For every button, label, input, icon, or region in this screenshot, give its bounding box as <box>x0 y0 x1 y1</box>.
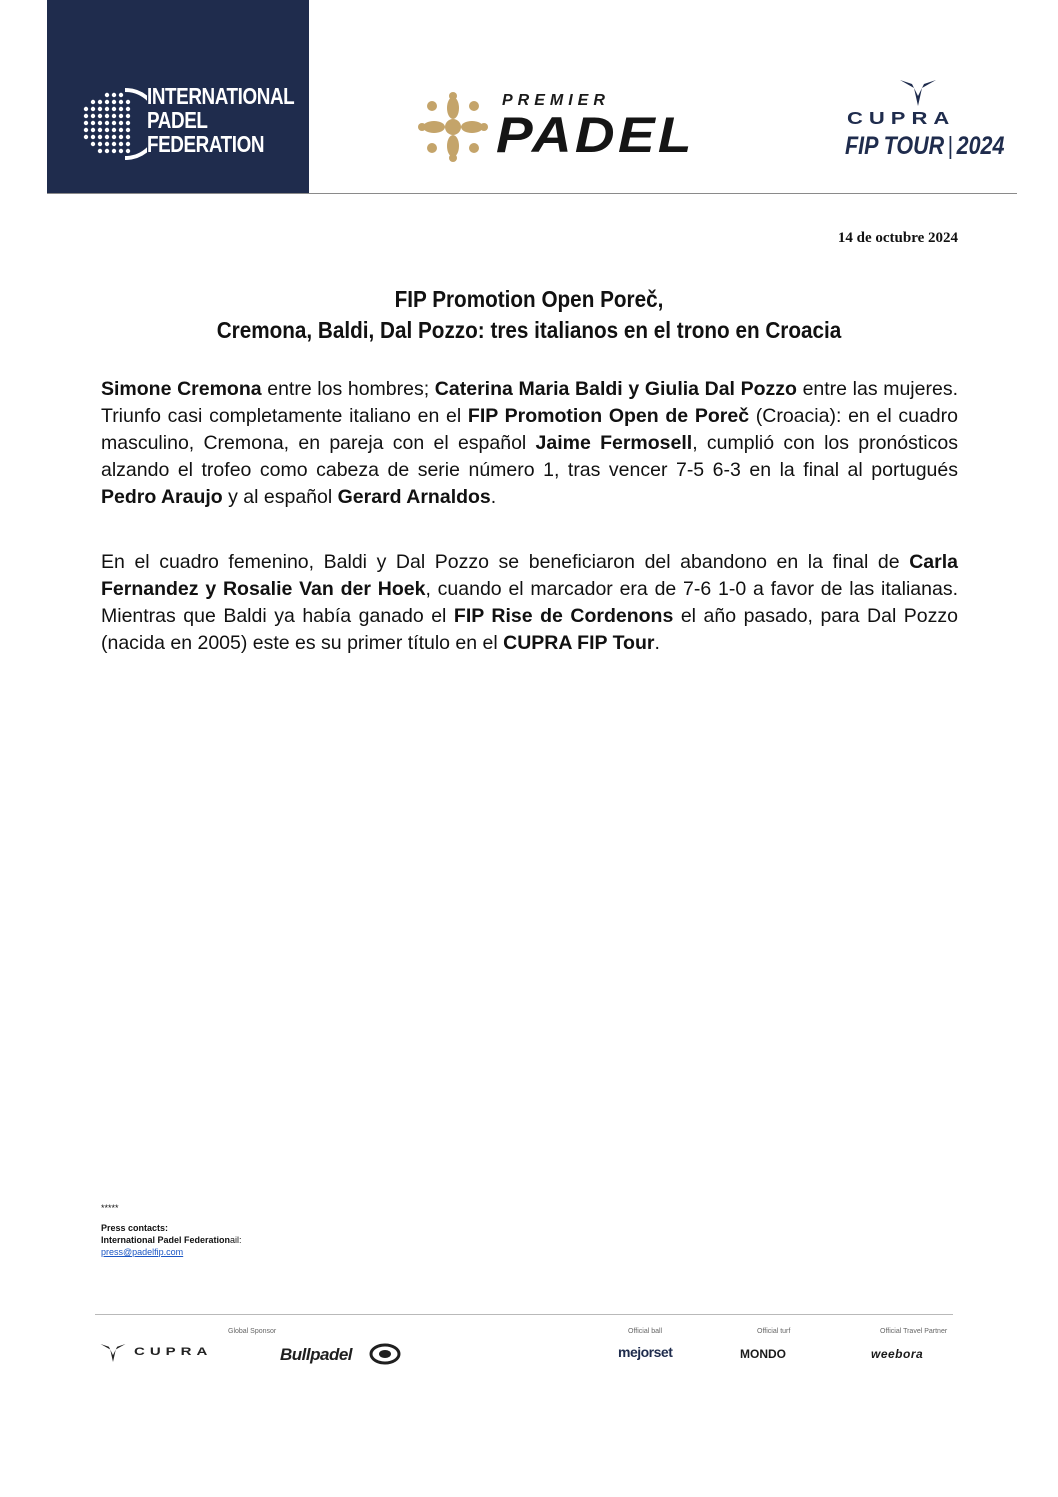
ipf-ball-dot <box>98 107 102 111</box>
header-divider <box>47 193 1017 194</box>
ipf-ball-dot <box>91 114 95 118</box>
ipf-ball-dot <box>105 93 109 97</box>
sponsor-mejorset-logo: mejorset <box>618 1344 673 1360</box>
press-contacts-heading: Press contacts: <box>101 1223 169 1233</box>
ipf-logo-line: INTERNATIONAL <box>147 83 295 109</box>
title-line-2: Cremona, Baldi, Dal Pozzo: tres italianos en el trono en Croacia <box>216 317 842 343</box>
sponsor-mondo-logo: MONDO <box>740 1347 786 1361</box>
ipf-ball-dot <box>98 128 102 132</box>
bold-text-run: Caterina Maria Baldi y Giulia Dal Pozzo <box>434 378 797 400</box>
ipf-ball-dot <box>105 142 109 146</box>
ipf-ball-dot <box>126 128 130 132</box>
footer-divider <box>95 1314 953 1315</box>
ipf-ball-dot <box>84 107 88 111</box>
ipf-ball-dot <box>84 135 88 139</box>
ipf-ball-dot <box>98 121 102 125</box>
ipf-ball-dot <box>112 100 116 104</box>
ipf-ball-dot <box>91 121 95 125</box>
body-paragraph-1 <box>101 376 958 511</box>
ipf-ball-dot <box>105 149 109 153</box>
ipf-ball-dot <box>126 149 130 153</box>
ipf-ball-dot <box>119 121 123 125</box>
text-run: . <box>654 632 660 654</box>
ipf-ball-dot <box>126 100 130 104</box>
ipf-ball-dot <box>98 100 102 104</box>
ipf-ball-dot <box>105 107 109 111</box>
title-line-1: FIP Promotion Open Poreč, <box>394 286 664 312</box>
ipf-ball-dot <box>119 93 123 97</box>
ipf-ball-dot <box>105 100 109 104</box>
bold-text-run: FIP Rise de Cordenons <box>453 605 674 627</box>
ipf-ball-dot <box>119 107 123 111</box>
press-release-title <box>100 284 958 346</box>
fip-tour-label: FIP TOUR <box>845 132 945 160</box>
sponsor-weebora-logo: weebora <box>871 1347 924 1361</box>
cupra-emblem-icon <box>900 80 936 106</box>
bold-text-run: FIP Promotion Open de Poreč <box>467 405 750 427</box>
premier-word: PREMIER <box>502 92 610 109</box>
ipf-ball-dot <box>112 142 116 146</box>
ipf-ball-dot <box>119 128 123 132</box>
ipf-ball-dot <box>91 135 95 139</box>
ipf-logo-line: PADEL <box>147 107 208 133</box>
text-run: y al español <box>222 486 338 508</box>
label-global-sponsor: Global Sponsor <box>228 1328 277 1335</box>
ipf-logo-line: FEDERATION <box>147 131 265 157</box>
text-run: . <box>490 486 497 508</box>
text-run: , cumplió con los pronósticos alzando el trofeo como cabeza de serie número 1, tras vencer 7-5 6-3 en la final al portugués <box>101 432 958 481</box>
label-official-turf: Official turf <box>757 1328 791 1335</box>
ipf-ball-dot <box>126 114 130 118</box>
ipf-ball-dot <box>91 100 95 104</box>
ipf-ball-dot <box>105 128 109 132</box>
ipf-ball-dot <box>112 135 116 139</box>
ipf-ball-dot <box>119 135 123 139</box>
text-run: En el cuadro femenino, Baldi y Dal Pozzo se beneficiaron del abandono en la final de <box>101 551 910 573</box>
ipf-ball-dot <box>98 135 102 139</box>
text-run: entre los hombres; <box>261 378 435 400</box>
bullpadel-ring-icon <box>368 1342 402 1366</box>
ipf-ball-dot <box>98 142 102 146</box>
ipf-ball-dot <box>98 114 102 118</box>
fip-tour-divider: | <box>947 132 954 160</box>
ipf-ball-dot <box>112 121 116 125</box>
bold-text-run: Gerard Arnaldos <box>337 486 491 508</box>
separator-stars: ***** <box>101 1203 119 1213</box>
fip-tour-year: 2024 <box>956 132 1005 160</box>
padel-word: PADEL <box>496 107 695 163</box>
press-org-suffix: ail: <box>230 1235 242 1245</box>
ipf-ball-dot <box>105 135 109 139</box>
label-official-travel-partner: Official Travel Partner <box>880 1328 948 1335</box>
text-run: , cuando el marcador era de 7-6 1-0 a favor de las italianas. Mientras que Baldi ya había ganado el <box>101 578 958 627</box>
ipf-ball-dot <box>98 149 102 153</box>
ipf-ball-dot <box>84 114 88 118</box>
ipf-ball-dot <box>119 100 123 104</box>
ipf-ball-dot <box>126 142 130 146</box>
ipf-ball-dot <box>119 114 123 118</box>
text-run: el año pasado, para Dal Pozzo (nacida en 2005) este es su primer título en el <box>101 605 958 654</box>
ipf-ball-dot <box>91 107 95 111</box>
fip-tour-word <box>845 132 1004 161</box>
sponsor-bullpadel-logo: Bullpadel <box>280 1345 353 1364</box>
ipf-ball-dot <box>119 142 123 146</box>
bold-text-run: Jaime Fermosell <box>535 432 693 454</box>
press-contacts <box>101 1202 242 1258</box>
ipf-ball-dot <box>126 135 130 139</box>
bold-text-run: Carla Fernandez y Rosalie Van der Hoek <box>101 551 958 600</box>
ipf-logo-block <box>47 0 309 194</box>
press-org-name: International Padel Federation <box>101 1235 231 1245</box>
press-email-link[interactable]: press@padelfip.com <box>101 1247 184 1257</box>
ipf-ball-dot <box>105 114 109 118</box>
press-org-line <box>101 1234 242 1246</box>
ipf-ball-dot <box>84 121 88 125</box>
ipf-ball-dot <box>91 142 95 146</box>
sponsor-cupra-word: CUPRA <box>134 1345 213 1358</box>
ipf-ball-dot <box>112 114 116 118</box>
bold-text-run: Pedro Araujo <box>101 486 223 508</box>
ipf-ball-dot <box>112 107 116 111</box>
label-official-ball: Official ball <box>628 1328 663 1335</box>
ipf-ball-icon <box>77 84 147 164</box>
bold-text-run: Simone Cremona <box>101 378 262 400</box>
premier-padel-flower-icon <box>418 92 488 162</box>
ipf-ball-dot <box>105 121 109 125</box>
ipf-ball-dot <box>91 128 95 132</box>
ipf-logo-text <box>147 84 294 156</box>
text-run: (Croacia): en el cuadro masculino, Cremona, en pareja con el español <box>101 405 958 454</box>
bold-text-run: CUPRA FIP Tour <box>503 632 655 654</box>
ipf-ball-dot <box>126 121 130 125</box>
ipf-ball-dot <box>119 149 123 153</box>
cupra-word: CUPRA <box>847 108 956 128</box>
body-paragraph-2 <box>101 549 958 657</box>
ipf-ball-dot <box>112 93 116 97</box>
ipf-ball-dot <box>84 128 88 132</box>
ipf-ball-dot <box>112 128 116 132</box>
cupra-emblem-icon <box>100 1344 126 1362</box>
ipf-ball-dot <box>126 107 130 111</box>
text-run: entre las mujeres. Triunfo casi completamente italiano en el <box>101 378 958 427</box>
ipf-ball-dot <box>112 149 116 153</box>
press-release-date: 14 de octubre 2024 <box>837 230 958 246</box>
